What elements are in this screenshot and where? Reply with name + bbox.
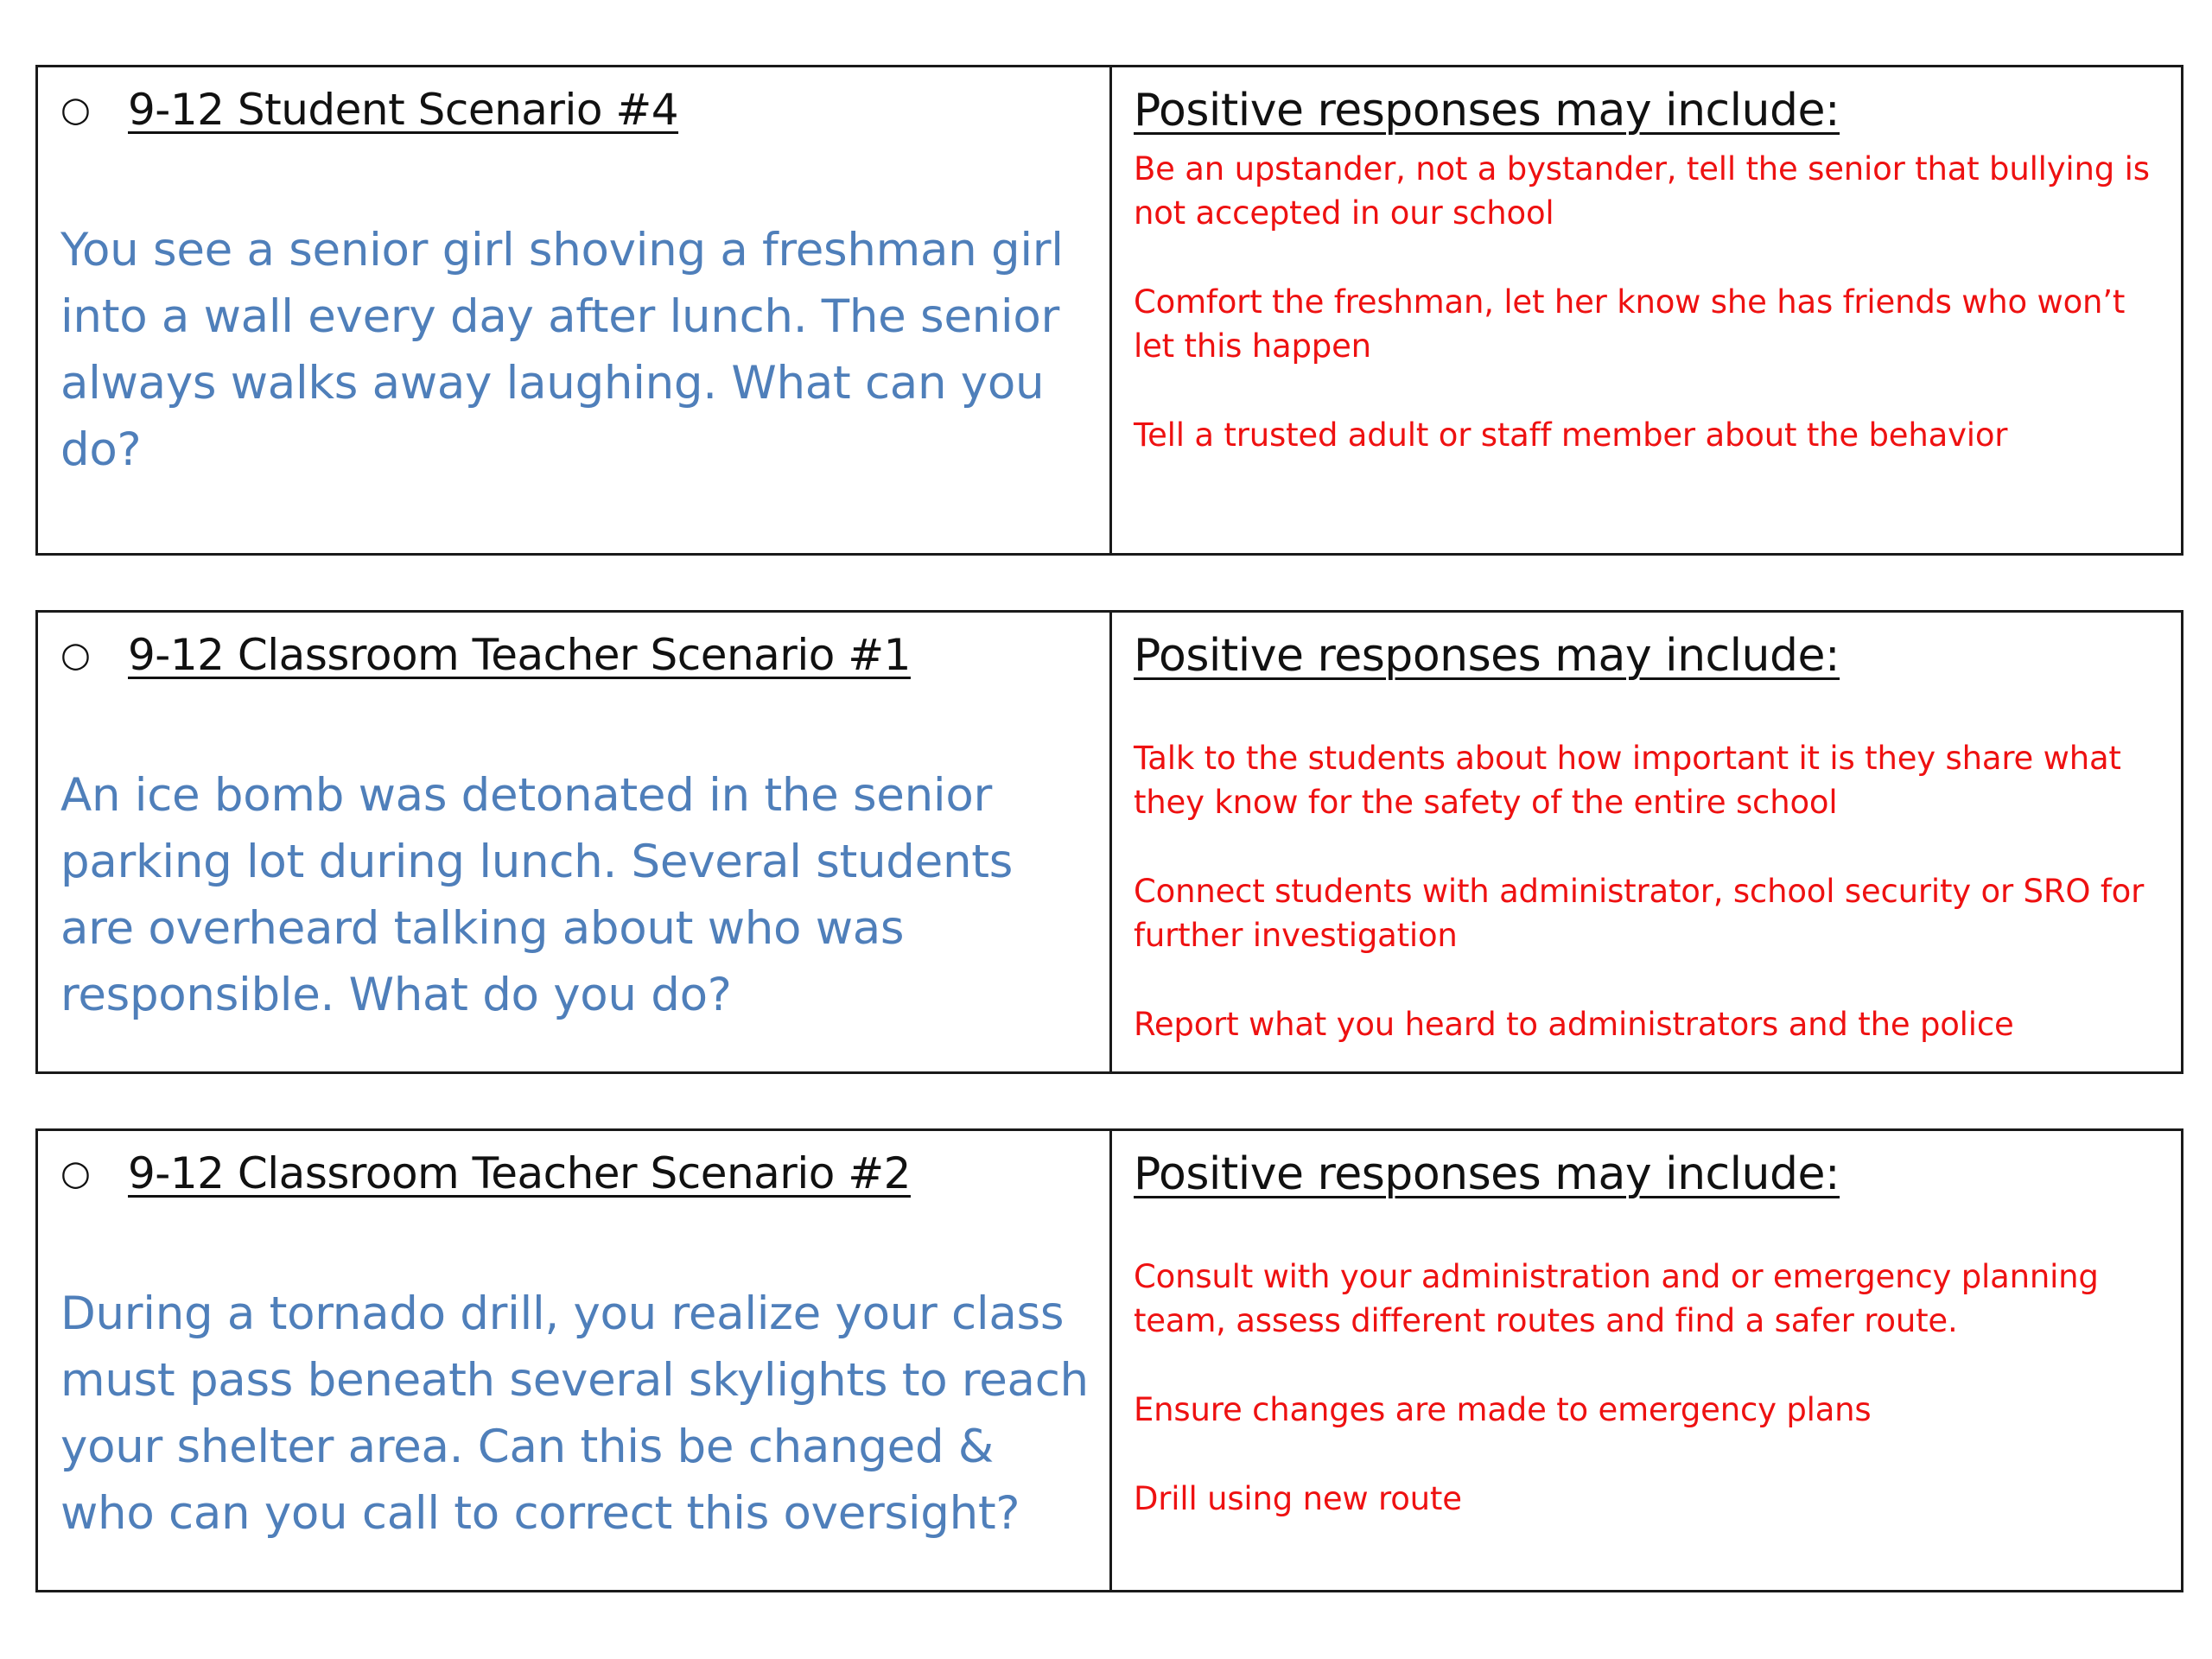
responses-heading: Positive responses may include: xyxy=(1134,1148,1840,1200)
responses-panel xyxy=(1112,67,2181,553)
responses-list xyxy=(1134,736,2164,1046)
scenario-title: 9-12 Student Scenario #4 xyxy=(128,85,679,135)
response-item: Tell a trusted adult or staff member about the behavior xyxy=(1134,416,2008,454)
response-item: Talk to the students about how important it is they share what they know for the safety of the entire school xyxy=(1134,740,2121,821)
scenario-panel xyxy=(38,1131,1112,1590)
scenario-title-row xyxy=(60,630,911,680)
scenario-text: During a tornado drill, you realize your class must pass beneath several skylights to reach your shelter area. Can this be changed & who can you call to correct this oversight? xyxy=(60,1287,1089,1540)
responses-heading: Positive responses may include: xyxy=(1134,85,1840,137)
responses-panel xyxy=(1112,1131,2181,1590)
circle-bullet-icon: ○ xyxy=(60,90,91,130)
response-item: Report what you heard to administrators and the police xyxy=(1134,1006,2014,1043)
scenario-panel xyxy=(38,67,1112,553)
response-item: Consult with your administration and or emergency planning team, assess different routes and find a safer route. xyxy=(1134,1258,2099,1339)
response-item: Ensure changes are made to emergency plans xyxy=(1134,1391,1872,1428)
response-item: Drill using new route xyxy=(1134,1480,1462,1517)
scenario-title-row xyxy=(60,1148,911,1198)
response-item: Comfort the freshman, let her know she has friends who won’t let this happen xyxy=(1134,283,2126,365)
response-item: Connect students with administrator, school security or SRO for further investigation xyxy=(1134,873,2145,954)
scenario-panel xyxy=(38,613,1112,1071)
scenario-title: 9-12 Classroom Teacher Scenario #2 xyxy=(128,1148,911,1198)
scenario-text: An ice bomb was detonated in the senior parking lot during lunch. Several students are overheard talking about who was responsible. What do you do? xyxy=(60,769,1014,1021)
response-item: Be an upstander, not a bystander, tell the senior that bullying is not accepted in our school xyxy=(1134,150,2150,232)
scenario-card-teacher-1 xyxy=(35,610,2183,1074)
scenario-card-student-4 xyxy=(35,65,2183,556)
responses-list xyxy=(1134,147,2164,457)
responses-heading: Positive responses may include: xyxy=(1134,630,1840,682)
scenario-card-teacher-2 xyxy=(35,1128,2183,1592)
responses-list xyxy=(1134,1255,2164,1521)
scenario-text: You see a senior girl shoving a freshman girl into a wall every day after lunch. The senior always walks away laughing. What can you do? xyxy=(60,224,1064,476)
responses-panel xyxy=(1112,613,2181,1071)
circle-bullet-icon: ○ xyxy=(60,635,91,675)
scenario-title-row xyxy=(60,85,678,135)
scenario-title: 9-12 Classroom Teacher Scenario #1 xyxy=(128,630,911,680)
circle-bullet-icon: ○ xyxy=(60,1154,91,1193)
